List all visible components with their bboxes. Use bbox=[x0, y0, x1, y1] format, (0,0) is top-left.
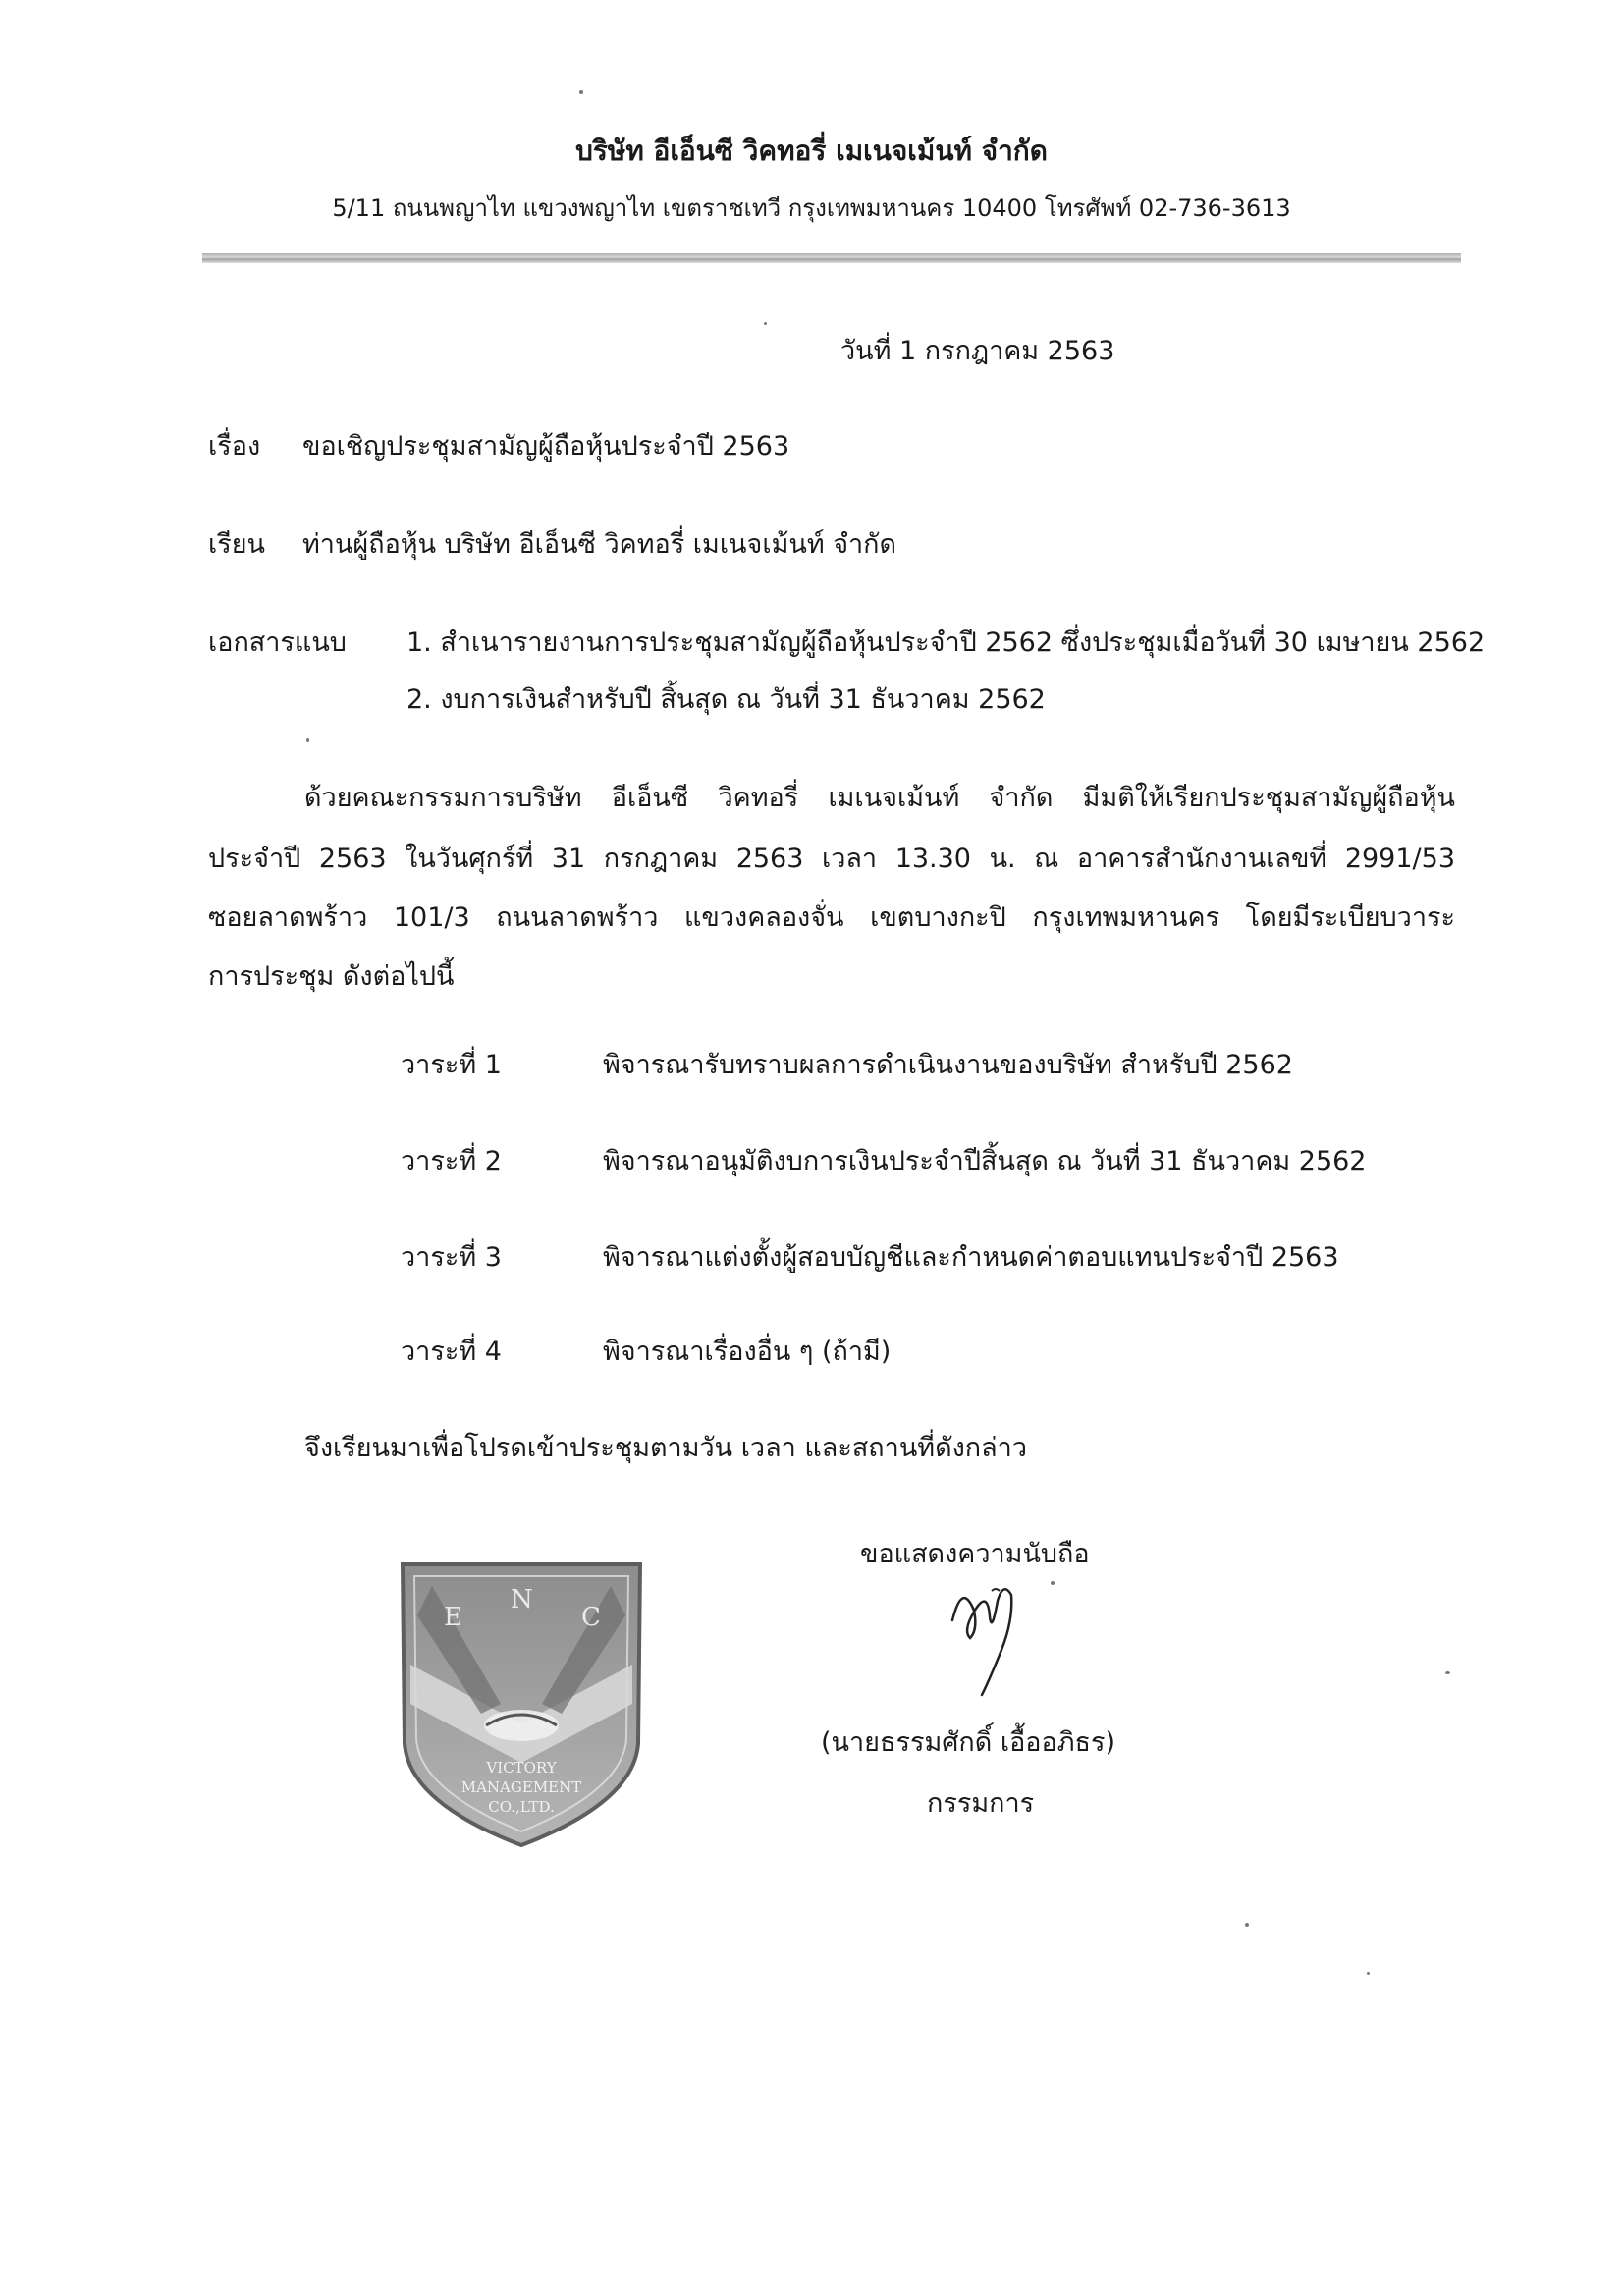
signature-closing: ขอแสดงความนับถือ bbox=[860, 1539, 1090, 1569]
agenda-text-3: พิจารณาแต่งตั้งผู้สอบบัญชีและกำหนดค่าตอบแทนประจำปี 2563 bbox=[603, 1242, 1339, 1273]
letter-date: วันที่ 1 กรกฎาคม 2563 bbox=[840, 336, 1115, 366]
agenda-text-4: พิจารณาเรื่องอื่น ๆ (ถ้ามี) bbox=[603, 1337, 892, 1367]
company-seal-icon bbox=[393, 1557, 650, 1851]
seal-letter-e: E bbox=[444, 1603, 462, 1632]
subject-label: เรื่อง bbox=[208, 431, 261, 462]
recipient-label: เรียน bbox=[208, 529, 266, 560]
body-line-3: ซอยลาดพร้าว 101/3 ถนนลาดพร้าว แขวงคลองจั่น เขตบางกะปิ กรุงเทพมหานคร โดยมีระเบียบวาระ bbox=[208, 902, 1455, 933]
seal-letter-n: N bbox=[511, 1585, 533, 1614]
seal-line-3: CO.,LTD. bbox=[488, 1798, 555, 1816]
scan-speck bbox=[579, 90, 583, 94]
agenda-text-1: พิจารณารับทราบผลการดำเนินงานของบริษัท สำหรับปี 2562 bbox=[603, 1050, 1293, 1080]
agenda-number-1: วาระที่ 1 bbox=[401, 1050, 502, 1080]
signatory-title: กรรมการ bbox=[927, 1788, 1035, 1819]
seal-line-2: MANAGEMENT bbox=[460, 1778, 582, 1796]
agenda-number-2: วาระที่ 2 bbox=[401, 1146, 502, 1176]
scan-speck bbox=[1051, 1581, 1055, 1585]
scan-speck bbox=[1445, 1671, 1450, 1674]
scan-speck bbox=[764, 322, 767, 325]
scan-speck bbox=[1245, 1923, 1249, 1927]
header-divider bbox=[202, 253, 1461, 263]
company-name: บริษัท อีเอ็นซี วิคทอรี่ เมเนจเม้นท์ จำกัด bbox=[575, 135, 1048, 167]
seal-line-1: VICTORY bbox=[486, 1759, 557, 1777]
recipient-value: ท่านผู้ถือหุ้น บริษัท อีเอ็นซี วิคทอรี่ เมเนจเม้นท์ จำกัด bbox=[302, 529, 897, 560]
agenda-number-3: วาระที่ 3 bbox=[401, 1242, 502, 1273]
scan-speck bbox=[306, 738, 309, 742]
subject-value: ขอเชิญประชุมสามัญผู้ถือหุ้นประจำปี 2563 bbox=[302, 431, 790, 462]
seal-letter-c: C bbox=[581, 1603, 601, 1632]
attachment-item-2: 2. งบการเงินสำหรับปี สิ้นสุด ณ วันที่ 31 ธันวาคม 2562 bbox=[406, 684, 1046, 715]
agenda-text-2: พิจารณาอนุมัติงบการเงินประจำปีสิ้นสุด ณ วันที่ 31 ธันวาคม 2562 bbox=[603, 1146, 1367, 1176]
company-address: 5/11 ถนนพญาไท แขวงพญาไท เขตราชเทวี กรุงเทพมหานคร 10400 โทรศัพท์ 02-736-3613 bbox=[332, 194, 1291, 222]
handwritten-signature-icon bbox=[933, 1561, 1051, 1699]
body-line-4: การประชุม ดังต่อไปนี้ bbox=[208, 961, 455, 992]
closing-sentence: จึงเรียนมาเพื่อโปรดเข้าประชุมตามวัน เวลา และสถานที่ดังกล่าว bbox=[304, 1433, 1028, 1463]
agenda-number-4: วาระที่ 4 bbox=[401, 1337, 502, 1367]
attachment-item-1: 1. สำเนารายงานการประชุมสามัญผู้ถือหุ้นประจำปี 2562 ซึ่งประชุมเมื่อวันที่ 30 เมษายน 2562 bbox=[406, 628, 1486, 658]
body-line-2: ประจำปี 2563 ในวันศุกร์ที่ 31 กรกฎาคม 2563 เวลา 13.30 น. ณ อาคารสำนักงานเลขที่ 2991/53 bbox=[208, 844, 1455, 874]
signatory-name: (นายธรรมศักดิ์ เอื้ออภิธร) bbox=[821, 1727, 1116, 1758]
attachments-label: เอกสารแนบ bbox=[208, 628, 347, 658]
body-line-1: ด้วยคณะกรรมการบริษัท อีเอ็นซี วิคทอรี่ เมเนจเม้นท์ จำกัด มีมติให้เรียกประชุมสามัญผู้ถือหุ้น bbox=[304, 783, 1455, 813]
scan-speck bbox=[1367, 1972, 1370, 1975]
